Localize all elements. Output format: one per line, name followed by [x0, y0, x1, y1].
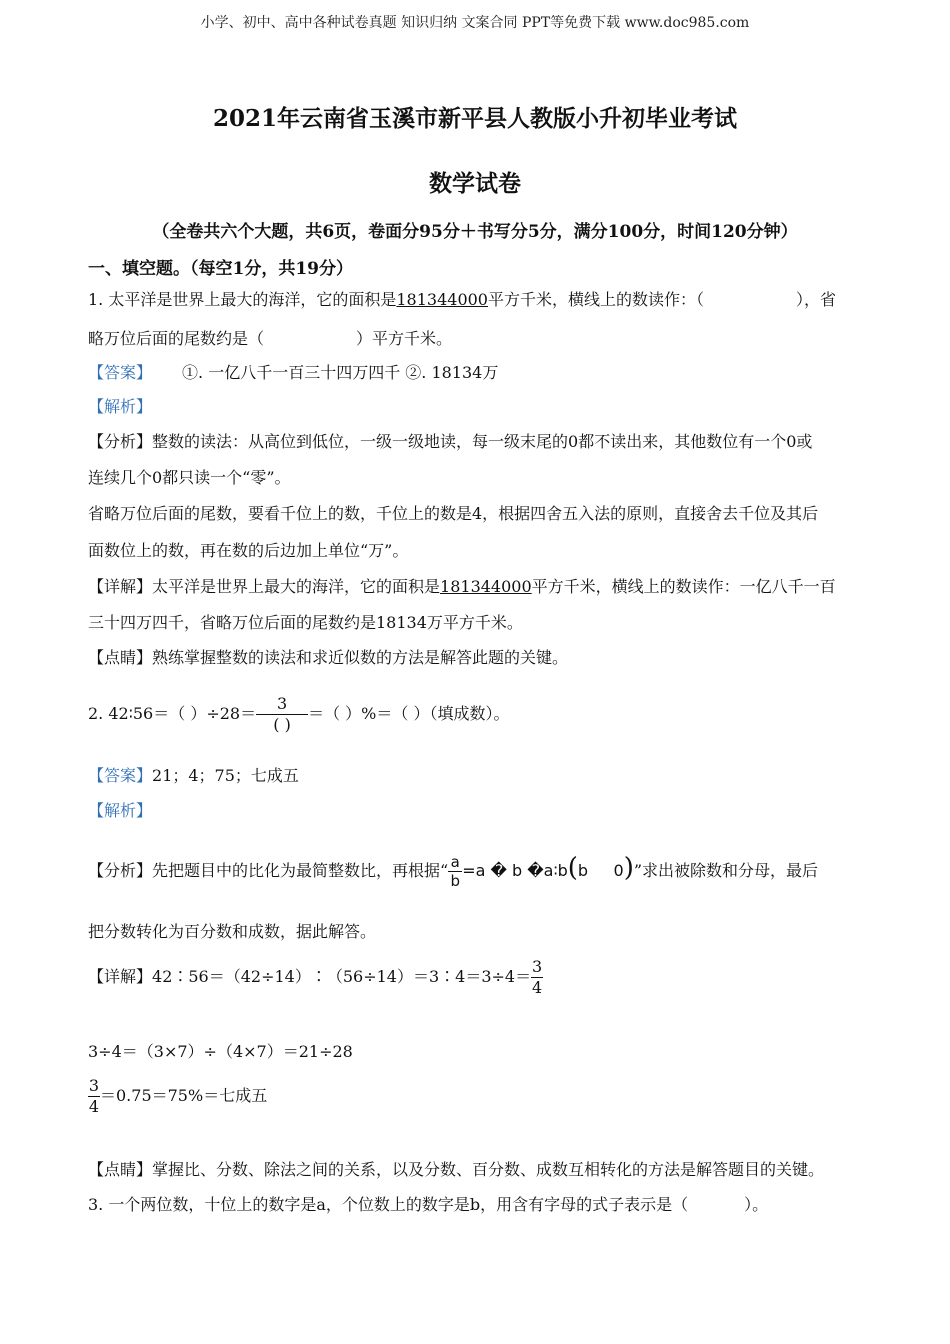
fraction-3-4: $\frac{3}{4}$	[532, 957, 543, 997]
q2-answer-text: 21；4；75；七成五	[152, 766, 299, 785]
q1-fenxi-2: 连续几个0都只读一个“零”。	[88, 468, 291, 487]
q1-dianjing: 【点睛】熟练掌握整数的读法和求近似数的方法是解答此题的关键。	[88, 648, 569, 667]
q3-text-end: ）。	[744, 1195, 769, 1214]
q1-fenxi-3: 省略万位后面的尾数，要看千位上的数，千位上的数是4，根据四舍五入法的原则，直接舍去千位及其后	[88, 504, 819, 523]
q2-xiangjie-3: $\frac{3}{4}$ ＝0.75＝75%＝七成五	[88, 1076, 268, 1116]
fraction-3-4: $\frac{3}{4}$	[88, 1076, 100, 1116]
q1-line2-text: 略万位后面的尾数约是（	[88, 329, 265, 348]
exam-title: 2021年云南省玉溪市新平县人教版小升初毕业考试	[212, 105, 737, 132]
q1-line1	[88, 290, 836, 310]
answer-tag: 【答案】	[88, 766, 153, 785]
q2-fenxi-1: 【分析】先把题目中的比化为最简整数比，再根据“ $\frac{a}{b}$ =a � b �a∶b(b 0)”求出被除数和分母，最后	[88, 853, 819, 890]
q1-text-end: ），省	[796, 290, 837, 309]
formula-fraction: $\frac{a}{b}$	[448, 853, 462, 890]
q2-xiangjie-1: 【详解】42∶56＝（42÷14）∶（56÷14）＝3∶4＝3÷4＝ $\frac{3}{4}$	[88, 957, 543, 997]
q1-answer	[88, 363, 498, 383]
q1-fenxi-4: 面数位上的数，再在数的后边加上单位“万”。	[88, 541, 409, 560]
dianjing-tag: 【点睛】	[88, 1160, 153, 1179]
fenxi-tag: 【分析】	[88, 861, 153, 880]
q1-text-post: 平方千米，横线上的数读作：（	[487, 290, 704, 309]
q1-line2-end: ）平方千米。	[356, 329, 453, 348]
dianjing-tag: 【点睛】	[88, 648, 153, 667]
q2-text-pre: 2. 42∶56＝（ ）÷28＝	[88, 704, 257, 723]
q2-fenxi-2: 把分数转化为百分数和成数，据此解答。	[88, 922, 377, 941]
site-header: 小学、初中、高中各种试卷真题 知识归纳 文案合同 PPT等免费下载 www.doc985.com	[200, 15, 750, 31]
q3-line	[88, 1195, 768, 1215]
answer-tag: 【答案】	[88, 363, 153, 382]
q2-xiangjie-2: 3÷4＝（3×7）÷（4×7）＝21÷28	[88, 1042, 353, 1061]
xiangjie-tag: 【详解】	[88, 967, 153, 986]
q3-text: 3. 一个两位数，十位上的数字是a，个位数上的数字是b，用含有字母的式子表示是（	[88, 1195, 689, 1214]
q1-answer-text: ①. 一亿八千一百三十四万四千 ②. 18134万	[182, 363, 499, 382]
fenxi-tag: 【分析】	[88, 432, 153, 451]
q1-text: 1. 太平洋是世界上最大的海洋，它的面积是	[88, 290, 397, 309]
q2-jiexi-tag: 【解析】	[88, 801, 153, 820]
q1-xiangjie-1: 【详解】太平洋是世界上最大的海洋，它的面积是181344000平方千米，横线上的数读作：一亿八千一百	[88, 577, 836, 596]
xiangjie-tag: 【详解】	[88, 577, 153, 596]
q1-line2	[88, 329, 452, 349]
section-heading: 一、填空题。（每空1分，共19分）	[88, 259, 353, 279]
q2-line	[88, 688, 509, 740]
q1-jiexi-tag: 【解析】	[88, 397, 153, 416]
q1-fenxi-1: 【分析】整数的读法：从高位到低位，一级一级地读，每一级末尾的0都不读出来，其他数位有一个0或	[88, 432, 813, 451]
q2-fraction: $\frac{3}{( )}$	[256, 694, 308, 735]
q2-answer	[88, 766, 299, 786]
q1-number: 181344000	[396, 290, 488, 309]
q2-text-post: ＝（ ）%＝（ ）（填成数）。	[308, 704, 510, 723]
q1-xiangjie-2: 三十四万四千，省略万位后面的尾数约是18134万平方千米。	[88, 613, 523, 632]
exam-info: （全卷共六个大题，共6页，卷面分95分＋书写分5分，满分100分，时间120分钟）	[152, 222, 798, 242]
exam-subtitle: 数学试卷	[429, 170, 521, 197]
q2-dianjing: 【点睛】掌握比、分数、除法之间的关系，以及分数、百分数、成数互相转化的方法是解答题目的关键。	[88, 1160, 825, 1179]
